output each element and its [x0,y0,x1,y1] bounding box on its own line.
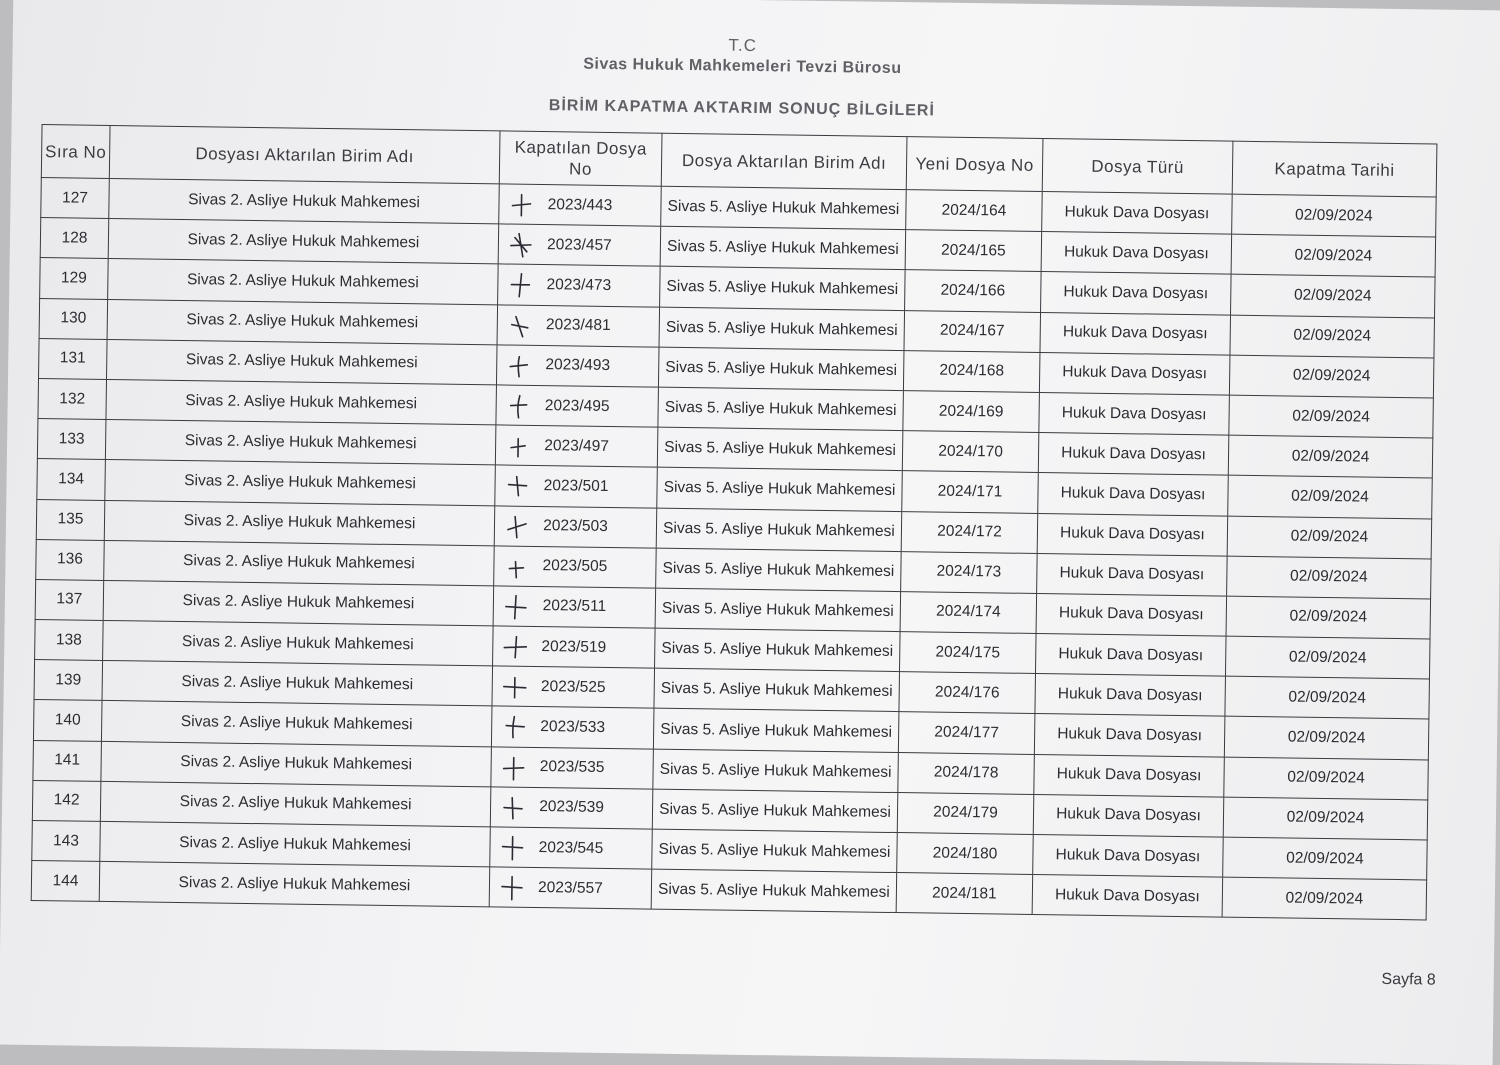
cell-closing-date: 02/09/2024 [1230,315,1435,358]
cell-source-unit: Sivas 2. Asliye Hukuk Mahkemesi [101,701,492,747]
hand-drawn-check-mark-icon [509,192,533,218]
cell-target-unit: Sivas 5. Asliye Hukuk Mahkemesi [656,548,902,592]
cell-source-unit: Sivas 2. Asliye Hukuk Mahkemesi [104,500,495,546]
hand-drawn-check-mark-icon [506,433,530,459]
cell-new-file-no: 2024/171 [902,471,1039,513]
closed-file-no-text: 2023/535 [539,758,605,777]
cell-source-unit: Sivas 2. Asliye Hukuk Mahkemesi [107,339,498,385]
hand-drawn-check-mark-icon [508,272,532,298]
cell-closing-date: 02/09/2024 [1232,194,1437,237]
cell-new-file-no: 2024/178 [898,752,1035,794]
cell-closed-file-no [496,385,659,427]
cell-no: 132 [38,378,107,419]
hand-drawn-check-mark-icon [506,392,530,418]
header-office: Sivas Hukuk Mahkemeleri Tevzi Bürosu [583,55,902,78]
closed-file-no-text: 2023/545 [538,838,604,857]
cell-source-unit: Sivas 2. Asliye Hukuk Mahkemesi [105,460,496,506]
cell-source-unit: Sivas 2. Asliye Hukuk Mahkemesi [102,661,493,707]
cell-closed-file-no [495,465,658,507]
cell-target-unit: Sivas 5. Asliye Hukuk Mahkemesi [657,427,903,471]
cell-closing-date: 02/09/2024 [1229,395,1434,438]
cell-no: 133 [37,419,106,460]
cell-target-unit: Sivas 5. Asliye Hukuk Mahkemesi [657,467,903,511]
closed-file-no-text: 2023/557 [538,878,603,897]
cell-file-type: Hukuk Dava Dosyası [1033,794,1224,837]
cell-file-type: Hukuk Dava Dosyası [1041,272,1232,315]
cell-closing-date: 02/09/2024 [1229,355,1434,398]
cell-closed-file-no [489,867,652,909]
closed-file-no-text: 2023/473 [546,276,612,294]
cell-closing-date: 02/09/2024 [1231,234,1436,277]
hand-drawn-check-mark-icon [507,352,531,378]
closed-file-no-text: 2023/495 [544,396,610,415]
cell-file-type: Hukuk Dava Dosyası [1036,593,1227,636]
cell-no: 138 [35,620,104,661]
cell-closed-file-no [499,184,662,226]
cell-file-type: Hukuk Dava Dosyası [1042,192,1233,235]
cell-closing-date: 02/09/2024 [1227,556,1432,599]
cell-closing-date: 02/09/2024 [1226,596,1431,639]
col-header-source-unit: Dosyası Aktarılan Birim Adı [109,125,500,183]
cell-no: 134 [37,459,106,500]
cell-closed-file-no [498,224,661,266]
cell-no: 129 [40,258,109,299]
cell-source-unit: Sivas 2. Asliye Hukuk Mahkemesi [108,219,499,265]
cell-no: 137 [35,579,104,620]
cell-closing-date: 02/09/2024 [1225,636,1430,679]
closed-file-no-text: 2023/497 [544,436,610,455]
cell-new-file-no: 2024/172 [901,511,1038,553]
cell-closing-date: 02/09/2024 [1222,877,1427,920]
cell-source-unit: Sivas 2. Asliye Hukuk Mahkemesi [100,781,491,827]
hand-drawn-check-mark-icon [508,312,532,338]
cell-source-unit: Sivas 2. Asliye Hukuk Mahkemesi [101,741,492,787]
cell-file-type: Hukuk Dava Dosyası [1038,473,1229,516]
cell-closed-file-no [491,706,654,748]
cell-closed-file-no [490,787,653,829]
col-header-no: Sıra No [41,125,110,179]
cell-no: 135 [36,499,105,540]
hand-drawn-check-mark-icon [504,553,528,579]
cell-source-unit: Sivas 2. Asliye Hukuk Mahkemesi [107,299,498,345]
cell-target-unit: Sivas 5. Asliye Hukuk Mahkemesi [660,226,906,270]
table-body [31,178,1436,921]
cell-file-type: Hukuk Dava Dosyası [1035,634,1226,677]
col-header-closing-date: Kapatma Tarihi [1232,141,1437,197]
cell-no: 142 [32,780,101,821]
cell-new-file-no: 2024/177 [898,712,1035,754]
hand-drawn-check-mark-icon [501,754,525,780]
cell-file-type: Hukuk Dava Dosyası [1033,834,1224,877]
cell-source-unit: Sivas 2. Asliye Hukuk Mahkemesi [108,259,499,305]
cell-new-file-no: 2024/166 [905,270,1042,312]
cell-closed-file-no [494,546,657,588]
cell-target-unit: Sivas 5. Asliye Hukuk Mahkemesi [660,267,906,311]
cell-target-unit: Sivas 5. Asliye Hukuk Mahkemesi [658,387,904,431]
cell-closing-date: 02/09/2024 [1225,676,1430,719]
cell-file-type: Hukuk Dava Dosyası [1037,513,1228,556]
cell-file-type: Hukuk Dava Dosyası [1039,392,1230,435]
cell-closed-file-no [495,425,658,467]
cell-new-file-no: 2024/168 [903,350,1040,392]
cell-closed-file-no [490,827,653,869]
cell-source-unit: Sivas 2. Asliye Hukuk Mahkemesi [103,580,494,626]
cell-closing-date: 02/09/2024 [1231,275,1436,318]
page-number: Sayfa 8 [1381,970,1436,989]
hand-drawn-check-mark-icon [500,875,524,901]
cell-closing-date: 02/09/2024 [1228,475,1433,518]
header-tc: T.C [728,35,758,56]
cell-new-file-no: 2024/164 [906,190,1043,232]
cell-new-file-no: 2024/165 [905,230,1042,272]
cell-no: 127 [41,178,110,219]
cell-source-unit: Sivas 2. Asliye Hukuk Mahkemesi [100,821,491,867]
cell-target-unit: Sivas 5. Asliye Hukuk Mahkemesi [653,709,899,753]
closed-file-no-text: 2023/493 [545,356,611,375]
cell-closing-date: 02/09/2024 [1228,435,1433,478]
closed-file-no-text: 2023/511 [542,597,607,616]
cell-new-file-no: 2024/176 [899,672,1036,714]
cell-no: 144 [31,861,100,902]
cell-target-unit: Sivas 5. Asliye Hukuk Mahkemesi [658,347,904,391]
cell-new-file-no: 2024/170 [902,431,1039,473]
hand-drawn-check-mark-icon [500,835,524,861]
cell-target-unit: Sivas 5. Asliye Hukuk Mahkemesi [654,668,900,712]
cell-closing-date: 02/09/2024 [1223,837,1428,880]
col-header-file-type: Dosya Türü [1042,139,1233,195]
cell-target-unit: Sivas 5. Asliye Hukuk Mahkemesi [661,186,907,230]
cell-closing-date: 02/09/2024 [1227,516,1432,559]
cell-file-type: Hukuk Dava Dosyası [1037,553,1228,596]
cell-file-type: Hukuk Dava Dosyası [1038,433,1229,476]
cell-no: 136 [36,539,105,580]
closed-file-no-text: 2023/503 [543,517,608,536]
closed-file-no-text: 2023/501 [543,476,609,495]
cell-source-unit: Sivas 2. Asliye Hukuk Mahkemesi [104,540,495,586]
cell-no: 140 [33,700,102,741]
hand-drawn-check-mark-icon [501,794,525,820]
cell-new-file-no: 2024/181 [896,873,1033,915]
cell-source-unit: Sivas 2. Asliye Hukuk Mahkemesi [99,862,490,908]
cell-new-file-no: 2024/174 [900,591,1037,633]
cell-no: 128 [40,218,109,259]
hand-drawn-check-mark-icon [504,593,528,619]
hand-drawn-check-mark-icon [503,634,527,660]
header-report-title: BİRİM KAPATMA AKTARIM SONUÇ BİLGİLERİ [548,97,935,120]
transfer-table [31,124,1438,921]
cell-new-file-no: 2024/179 [897,792,1034,834]
cell-target-unit: Sivas 5. Asliye Hukuk Mahkemesi [651,869,897,913]
cell-no: 139 [34,660,103,701]
col-header-target-unit: Dosya Aktarılan Birim Adı [661,133,907,189]
cell-closing-date: 02/09/2024 [1224,717,1429,760]
closed-file-no-text: 2023/505 [542,557,608,576]
cell-source-unit: Sivas 2. Asliye Hukuk Mahkemesi [103,620,494,666]
cell-source-unit: Sivas 2. Asliye Hukuk Mahkemesi [106,379,497,425]
col-header-new-file-no: Yeni Dosya No [906,137,1043,192]
cell-file-type: Hukuk Dava Dosyası [1034,714,1225,757]
cell-new-file-no: 2024/173 [901,551,1038,593]
cell-target-unit: Sivas 5. Asliye Hukuk Mahkemesi [656,508,902,552]
cell-new-file-no: 2024/180 [897,833,1034,875]
cell-new-file-no: 2024/169 [903,391,1040,433]
cell-file-type: Hukuk Dava Dosyası [1034,754,1225,797]
cell-closed-file-no [493,586,656,628]
cell-closed-file-no [493,626,656,668]
cell-target-unit: Sivas 5. Asliye Hukuk Mahkemesi [659,307,905,351]
cell-target-unit: Sivas 5. Asliye Hukuk Mahkemesi [653,749,899,793]
closed-file-no-text: 2023/481 [545,316,611,335]
col-header-closed-file-no: Kapatılan Dosya No [499,131,662,186]
cell-target-unit: Sivas 5. Asliye Hukuk Mahkemesi [652,829,898,873]
hand-drawn-check-mark-icon [505,473,529,499]
cell-closing-date: 02/09/2024 [1223,797,1428,840]
cell-new-file-no: 2024/175 [899,632,1036,674]
closed-file-no-text: 2023/443 [547,195,613,214]
cell-no: 143 [32,820,101,861]
closed-file-no-text: 2023/539 [539,798,605,817]
cell-source-unit: Sivas 2. Asliye Hukuk Mahkemesi [109,178,500,224]
cell-closing-date: 02/09/2024 [1224,757,1429,800]
cell-closed-file-no [496,345,659,387]
closed-file-no-text: 2023/525 [540,677,606,696]
cell-no: 141 [33,740,102,781]
cell-closed-file-no [491,746,654,788]
cell-file-type: Hukuk Dava Dosyası [1039,352,1230,395]
closed-file-no-text: 2023/457 [546,235,612,254]
cell-target-unit: Sivas 5. Asliye Hukuk Mahkemesi [655,628,901,672]
cell-closed-file-no [498,264,661,306]
cell-closed-file-no [497,304,660,346]
hand-drawn-check-mark-icon [503,674,527,700]
cell-closed-file-no [492,666,655,708]
cell-file-type: Hukuk Dava Dosyası [1035,674,1226,717]
cell-source-unit: Sivas 2. Asliye Hukuk Mahkemesi [105,420,496,466]
cell-file-type: Hukuk Dava Dosyası [1041,232,1232,275]
closed-file-no-text: 2023/519 [541,637,607,656]
hand-drawn-check-mark-icon [502,714,526,740]
cell-no: 131 [39,338,108,379]
cell-closed-file-no [494,505,657,547]
cell-target-unit: Sivas 5. Asliye Hukuk Mahkemesi [652,789,898,833]
cell-no: 130 [39,298,108,339]
cell-new-file-no: 2024/167 [904,310,1041,352]
hand-drawn-check-mark-icon [509,232,533,258]
cell-file-type: Hukuk Dava Dosyası [1040,312,1231,355]
hand-drawn-check-mark-icon [505,513,529,539]
closed-file-no-text: 2023/533 [540,718,606,736]
cell-file-type: Hukuk Dava Dosyası [1032,875,1223,918]
cell-target-unit: Sivas 5. Asliye Hukuk Mahkemesi [655,588,901,632]
